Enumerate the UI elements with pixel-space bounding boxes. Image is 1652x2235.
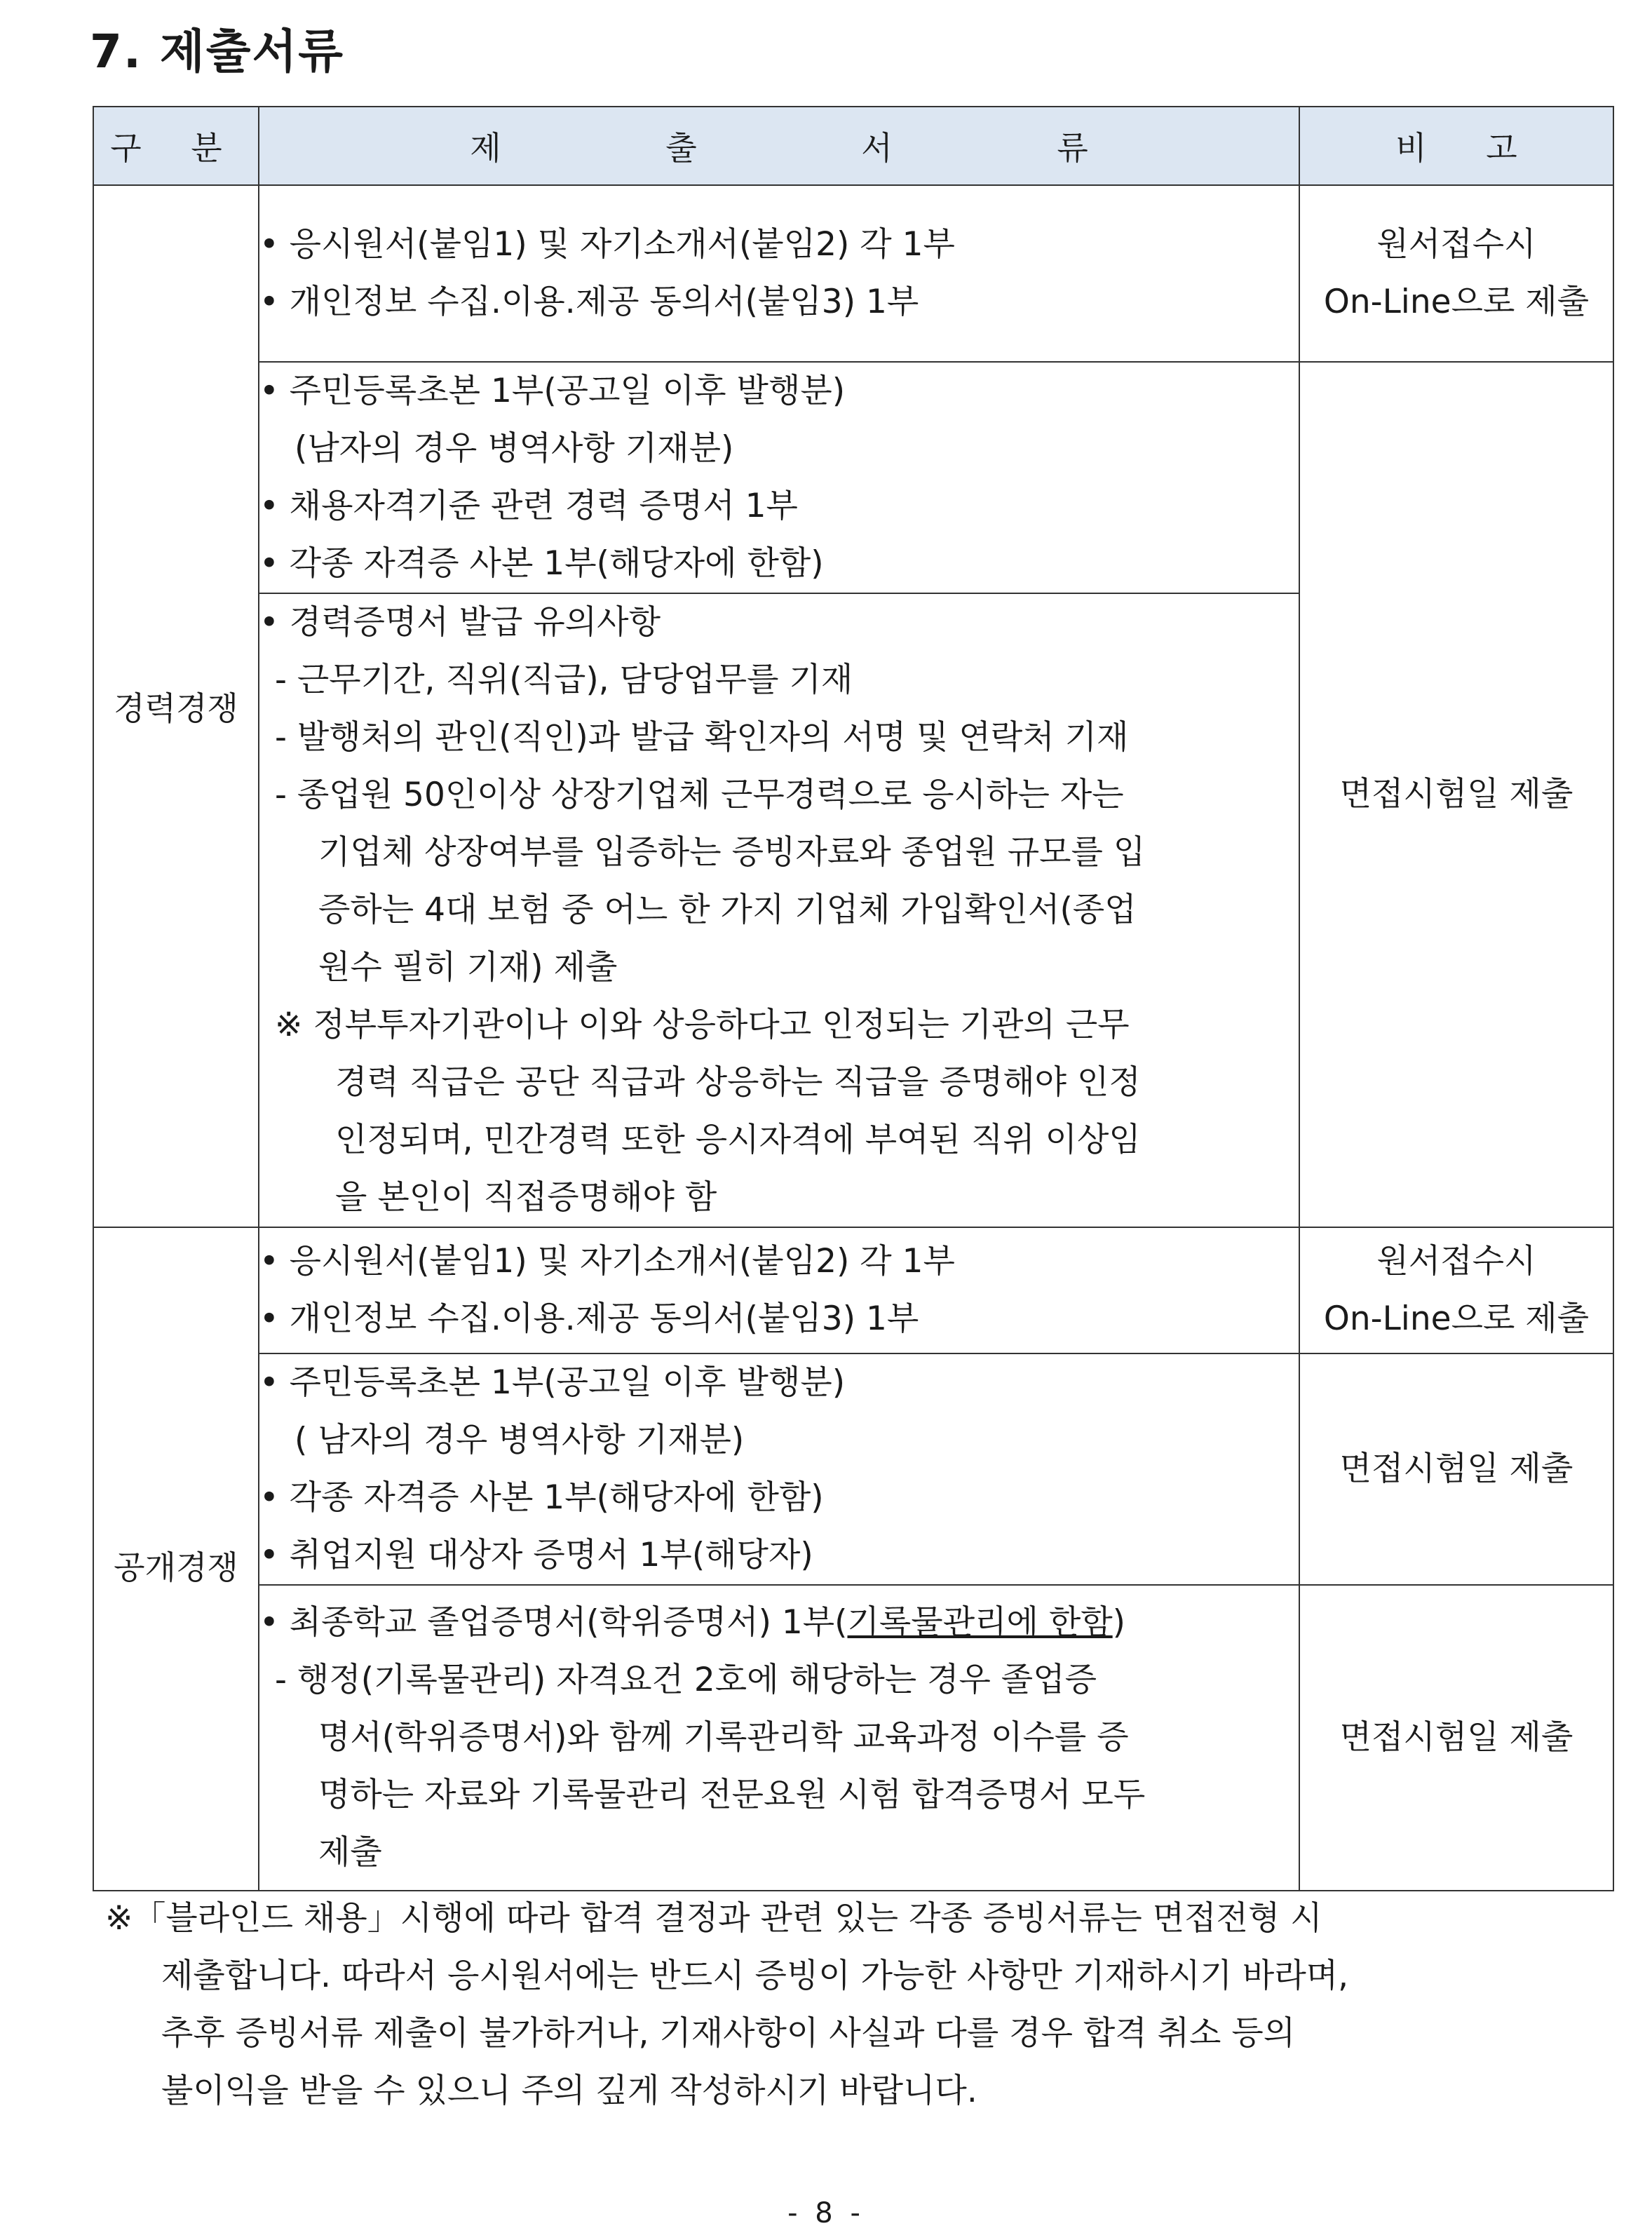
- open-identity-docs: [259, 1353, 1299, 1585]
- open-graduation-remark: 면접시험일 제출: [1299, 1585, 1613, 1891]
- open-online-remark: 원서접수시 On-Line으로 제출: [1299, 1227, 1613, 1353]
- open-row-application: [93, 1227, 1613, 1353]
- list-item: • 최종학교 졸업증명서(학위증명서) 1부(기록물관리에 한함): [259, 1594, 1299, 1652]
- list-item: • 채용자격기준 관련 경력 증명서 1부: [259, 478, 1299, 535]
- header-remarks: 비 고: [1299, 107, 1613, 185]
- footnote-line: 제출합니다. 따라서 응시원서에는 반드시 증빙이 가능한 사항만 기재하시기 바라며,: [161, 1957, 1349, 1995]
- footnote-line: ※「블라인드 채용」시행에 따라 합격 결정과 관련 있는 각종 증빙서류는 면접전형 시: [105, 1899, 1322, 1938]
- category-open: 공개경쟁: [93, 1227, 259, 1891]
- header-documents: 제 출 서 류: [259, 107, 1299, 185]
- submission-documents-table: [93, 106, 1614, 1891]
- reference-note: ※ 정부투자기관이나 이와 상응하다고 인정되는 기관의 근무: [275, 1006, 1130, 1044]
- list-subitem: - 종업원 50인이상 상장기업체 근무경력으로 응시하는 자는: [275, 776, 1124, 814]
- reference-note-cont: 경력 직급은 공단 직급과 상응하는 직급을 증명해야 인정: [335, 1063, 1141, 1102]
- list-subitem: - 발행처의 관인(직인)과 발급 확인자의 서명 및 연락처 기재: [275, 718, 1129, 757]
- list-item: • 경력증명서 발급 유의사항: [259, 594, 1299, 651]
- list-item-note: (남자의 경우 병역사항 기재분): [294, 429, 734, 468]
- footnote-line: 불이익을 받을 수 있으니 주의 깊게 작성하시기 바랍니다.: [161, 2072, 977, 2110]
- list-subitem: - 근무기간, 직위(직급), 담당업무를 기재: [275, 661, 853, 699]
- career-application-docs: [259, 185, 1299, 362]
- list-subitem-cont: 원수 필히 기재) 제출: [318, 948, 618, 987]
- career-row-application: [93, 185, 1613, 362]
- career-interview-remark: 면접시험일 제출: [1299, 362, 1613, 1227]
- underlined-condition: 기록물관리에 한함: [847, 1603, 1113, 1642]
- header-category: 구 분: [93, 107, 259, 185]
- footnote-line: 추후 증빙서류 제출이 불가하거나, 기재사항이 사실과 다를 경우 합격 취소 등의: [161, 2014, 1296, 2053]
- blind-hiring-footnote: [105, 1890, 1564, 2120]
- reference-note-cont: 인정되며, 민간경력 또한 응시자격에 부여된 직위 이상임: [335, 1121, 1141, 1159]
- list-item: • 주민등록초본 1부(공고일 이후 발행분): [259, 363, 1299, 420]
- open-row-graduation: [93, 1585, 1613, 1891]
- list-item: • 각종 자격증 사본 1부(해당자에 한함): [259, 1469, 1299, 1527]
- list-item: • 응시원서(붙임1) 및 자기소개서(붙임2) 각 1부: [259, 1233, 1299, 1290]
- list-subitem-cont: 명하는 자료와 기록물관리 전문요원 시험 합격증명서 모두: [318, 1776, 1146, 1814]
- category-career: 경력경쟁: [93, 185, 259, 1227]
- career-identity-docs: [259, 362, 1299, 593]
- page-number: - 8 -: [787, 2197, 865, 2229]
- list-item: • 주민등록초본 1부(공고일 이후 발행분): [259, 1354, 1299, 1412]
- table-header-row: [93, 107, 1613, 185]
- career-certificate-notes: [259, 593, 1299, 1227]
- open-interview-remark: 면접시험일 제출: [1299, 1353, 1613, 1585]
- list-subitem-cont: 제출: [318, 1833, 382, 1872]
- list-subitem-cont: 기업체 상장여부를 입증하는 증빙자료와 종업원 규모를 입: [318, 833, 1146, 872]
- list-item: • 개인정보 수집.이용.제공 동의서(붙임3) 1부: [259, 274, 1299, 331]
- career-row-identity: [93, 362, 1613, 593]
- open-graduation-docs: [259, 1585, 1299, 1891]
- list-item: • 개인정보 수집.이용.제공 동의서(붙임3) 1부: [259, 1290, 1299, 1348]
- list-subitem-cont: 증하는 4대 보험 중 어느 한 가지 기업체 가입확인서(종업: [318, 891, 1137, 929]
- list-subitem-cont: 명서(학위증명서)와 함께 기록관리학 교육과정 이수를 증: [318, 1718, 1129, 1757]
- open-application-docs: [259, 1227, 1299, 1353]
- reference-note-cont: 을 본인이 직접증명해야 함: [335, 1178, 717, 1217]
- list-subitem: - 행정(기록물관리) 자격요건 2호에 해당하는 경우 졸업증: [275, 1661, 1097, 1699]
- open-row-identity: [93, 1353, 1613, 1585]
- career-online-remark: 원서접수시 On-Line으로 제출: [1299, 185, 1613, 362]
- page-title: 7. 제출서류: [90, 25, 344, 79]
- list-item: • 응시원서(붙임1) 및 자기소개서(붙임2) 각 1부: [259, 216, 1299, 274]
- list-item: • 각종 자격증 사본 1부(해당자에 한함): [259, 535, 1299, 593]
- list-item: • 취업지원 대상자 증명서 1부(해당자): [259, 1527, 1299, 1584]
- list-item-note: ( 남자의 경우 병역사항 기재분): [294, 1421, 745, 1459]
